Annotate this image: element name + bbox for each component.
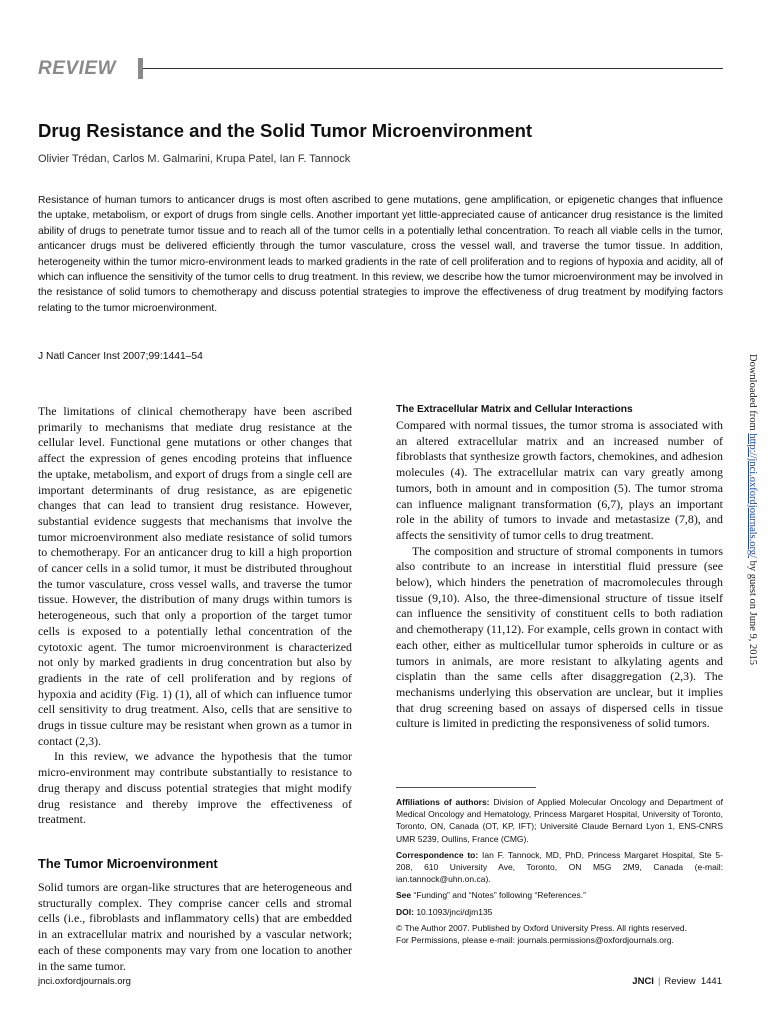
author-list: Olivier Trédan, Carlos M. Galmarini, Krupa Patel, Ian F. Tannock [38,153,351,165]
doi-text: 10.1093/jnci/djm135 [416,906,493,917]
section-label: REVIEW [38,58,116,79]
article-title: Drug Resistance and the Solid Tumor Microenvironment [38,120,533,141]
see-text: “Funding” and “Notes” following “References.” [413,890,586,901]
download-notice [738,354,758,734]
body-paragraph: The limitations of clinical chemotherapy have been ascribed primarily to mechanisms that mediate drug resistance at the cellular level. Functional gene mutations or other changes that affect the expression of genes encoding proteins that influence the uptake, metabolism, and export of drugs from a single cell are important determinants of drug resistance, as are epigenetic changes that can lead to transient drug resistance. However, substantial evidence suggests that mechanisms that involve the tumor microenvironment also mediate resistance of solid tumors to chemotherapy. For an anticancer drug to kill a high proportion of cancer cells in a solid tumor, it must be distributed throughout the tumor vasculature, cross vessel walls, and traverse the tumor tissue. However, the distribution of many drugs within tumors is heterogeneous, such that only a proportion of the target tumor cells is exposed to a potentially lethal concentration of the cytotoxic agent. The tumor microenvironment is characterized not only by marked gradients in drug concentration but also by gradients in the rate of cell proliferation and by regions of hypoxia and acidity (Fig. 1) (1), all of which can influence tumor cell sensitivity to drug treatment. Also, cells that are sensitive to drugs in tissue culture may be resistant when grown as a tumor in contact (2,3). [38,404,352,748]
affiliations-text: Division of Applied Molecular Oncology and Department of Medical Oncology and Hematology, Princess Margaret Hospital, University of Toronto, Toronto, ON, Canada (OT, KP, IFT); Université Claude Bernard Lyon 1, ENS-CNRS UMR 5239, Oullins, France (CMG). [396,797,723,844]
page-number: 1441 [700,976,722,987]
left-column [38,404,352,974]
affiliations-entry [396,796,723,845]
doi-label: DOI: [396,906,414,917]
doi-entry [396,906,723,918]
affiliations-rule [396,787,536,788]
abstract: Resistance of human tumors to anticancer drugs is most often ascribed to gene mutations, gene amplification, or epigenetic changes that influence the uptake, metabolism, or export of drugs from single cells. Another important yet little-appreciated cause of anticancer drug resistance is the limited ability of drugs to penetrate tumor tissue and to reach all of the tumor cells in a potentially lethal concentration. To reach all viable cells in the tumor, anticancer drugs must be delivered efficiently through the tumor vasculature, cross the vessel wall, and traverse the tumor tissue. In addition, heterogeneity within the tumor micro-environment leads to marked gradients in the rate of cell proliferation and to regions of hypoxia and acidity, all of which can influence the sensitivity of the tumor cells to drug treatment. In this review, we describe how the tumor microenvironment may be involved in the resistance of solid tumors to chemotherapy and discuss potential strategies to improve the effectiveness of drug treatment by modifying factors relating to the tumor microenvironment. [38,195,723,314]
footer-section: Review [664,976,696,987]
footer-journal: JNCI [632,976,654,987]
section-heading: The Tumor Microenvironment [38,855,218,871]
correspondence-text: Ian F. Tannock, MD, PhD, Princess Margaret Hospital, Ste 5-208, 610 University Ave, Toronto, ON M5G 2M9, Canada (e-mail: ian.tannock@uhn.on.ca). [396,849,723,885]
body-paragraph: Compared with normal tissues, the tumor stroma is associated with an altered extracellular matrix and an increased number of fibroblasts that synthesize growth factors, chemokines, and adhesion molecules (4). The extracellular matrix can vary greatly among tumors, both in amount and in composition (5). The tumor stroma can influence malignant transformation (6,7), plays an important role in the ability of tumors to invade and metastasize (7,8), and affects the sensitivity of tumor cells to drug treatment. [396,418,723,542]
subsection-heading: The Extracellular Matrix and Cellular Interactions [396,404,633,415]
see-notes-entry [396,889,723,901]
footer-site: jnci.oxfordjournals.org [38,976,131,987]
download-prefix: Downloaded from [747,354,758,434]
footer-page-info [632,976,722,987]
copyright-line-2: For Permissions, please e-mail: journals.permissions@oxfordjournals.org. [396,935,674,946]
affiliations-label: Affiliations of authors: [396,797,490,807]
footer-separator: | [657,976,661,987]
right-column [396,404,723,732]
download-suffix: by guest on June 9, 2015 [747,557,758,666]
body-paragraph: Solid tumors are organ-like structures that are heterogeneous and structurally complex. They comprise cancer cells and stromal cells (i.e., fibroblasts and inflammatory cells) that are embedded in an extracellular matrix and nourished by a vascular network; each of these components may vary from one location to another in the same tumor. [38,879,352,973]
correspondence-label: Correspondence to: [396,849,479,860]
journal-citation: J Natl Cancer Inst 2007;99:1441–54 [38,351,203,362]
copyright-line-1: © The Author 2007. Published by Oxford University Press. All rights reserved. [396,922,687,933]
see-label: See [396,890,412,901]
journal-link[interactable]: http://jnci.oxfordjournals.org/ [747,433,758,558]
copyright-entry [396,922,723,946]
affiliations-block [396,796,723,946]
body-paragraph: In this review, we advance the hypothesis that the tumor micro-environment may contribute substantially to resistance to drug therapy and discuss potential strategies that might modify drug resistance and thereby improve the effectiveness of treatment. [38,749,352,827]
header-rule [143,68,723,69]
correspondence-entry [396,849,723,886]
body-paragraph: The composition and structure of stromal components in tumors also contribute to an increase in interstitial fluid pressure (see below), which hinders the penetration of macromolecules through tissue (9,10). Also, the three-dimensional structure of tissue itself can influence the sensitivity of constituent cells to both radiation and chemotherapy (11,12). For example, cells grown in contact with each other, either as multicellular tumor spheroids in culture or as tumors in animals, are more resistant to alkylating agents and cisplatin than the same cells after disaggregation (2,3). The mechanisms underlying this observation are unclear, but it implies that drug screening based on assays of dispersed cells in tissue culture is limited in predicting the responsiveness of solid tumors. [396,543,723,731]
